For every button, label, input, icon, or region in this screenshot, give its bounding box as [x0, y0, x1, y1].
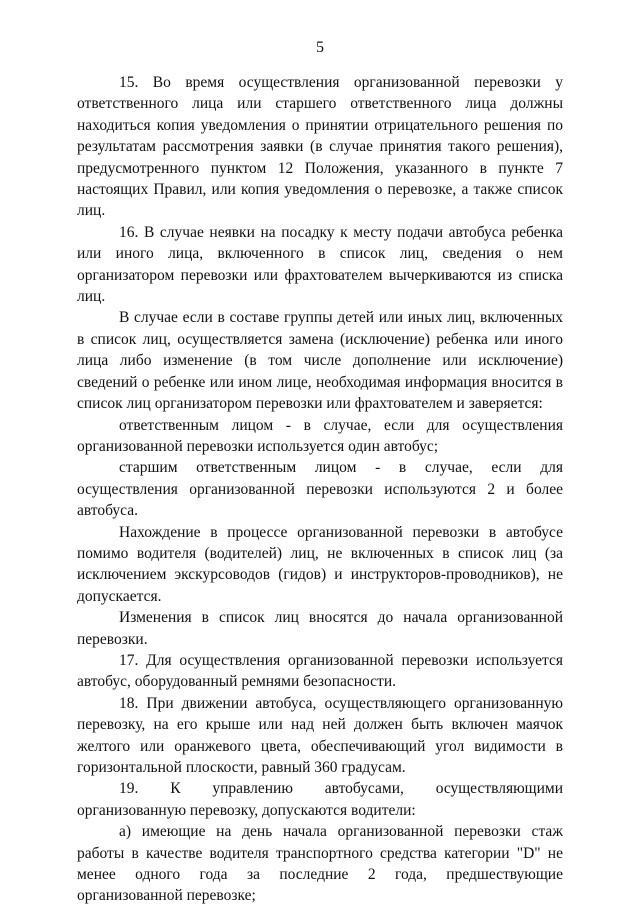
paragraph-16-senior-responsible-person: старшим ответственным лицом - в случае, если для осуществления организованной перевозки используются 2 и более автобуса.: [77, 459, 563, 520]
paragraph-16: 16. В случае неявки на посадку к месту подачи автобуса ребенка или иного лица, включенного в список лиц, сведения о нем организатором перевозки или фрахтователем вычеркиваются из списка лиц.: [77, 223, 563, 306]
paragraph-15: 15. Во время осуществления организованной перевозки у ответственного лица или старшего ответственного лица должны находиться копия уведомления о принятии отрицательного решения по результатам рассмотрения заявки (в случае принятия такого решения), предусмотренного пунктом 12 Положения, указанного в пункте 7 настоящих Правил, или копия уведомления о перевозке, а также список лиц.: [77, 74, 563, 220]
paragraph-16-unlisted-persons: Нахождение в процессе организованной перевозки в автобусе помимо водителя (водителей) лиц, не включенных в список лиц (за исключением экскурсоводов (гидов) и инструкторов-проводников), не допускается.: [77, 523, 563, 605]
paragraph-17: 17. Для осуществления организованной перевозки используется автобус, оборудованный ремнями безопасности.: [77, 651, 563, 691]
paragraph-16-responsible-person: ответственным лицом - в случае, если для осуществления организованной перевозки используется один автобус;: [77, 416, 563, 455]
document-body: [77, 72, 563, 907]
paragraph-16-changes: Изменения в список лиц вносятся до начала организованной перевозки.: [77, 609, 563, 648]
paragraph-16-replacement: В случае если в составе группы детей или иных лиц, включенных в список лиц, осуществляется замена (исключение) ребенка или иного лица либо изменение (в том числе дополнение или исключение) сведений о ребенке или ином лице, необходимая информация вносится в список лиц организатором перевозки или фрахтователем и заверяется:: [77, 309, 563, 413]
paragraph-19: 19. К управлению автобусами, осуществляющими организованную перевозку, допускаются водители:: [77, 780, 563, 819]
page-number: 5: [316, 39, 324, 56]
paragraph-18: 18. При движении автобуса, осуществляющего организованную перевозку, на его крыше или над ней должен быть включен маячок желтого или оранжевого цвета, обеспечивающий угол видимости в горизонтальной плоскости, равный 360 градусам.: [77, 694, 563, 776]
paragraph-19-a: а) имеющие на день начала организованной перевозки стаж работы в качестве водителя транспортного средства категории "D" не менее одного года за последние 2 года, предшествующие организованной перевозке;: [77, 823, 563, 905]
